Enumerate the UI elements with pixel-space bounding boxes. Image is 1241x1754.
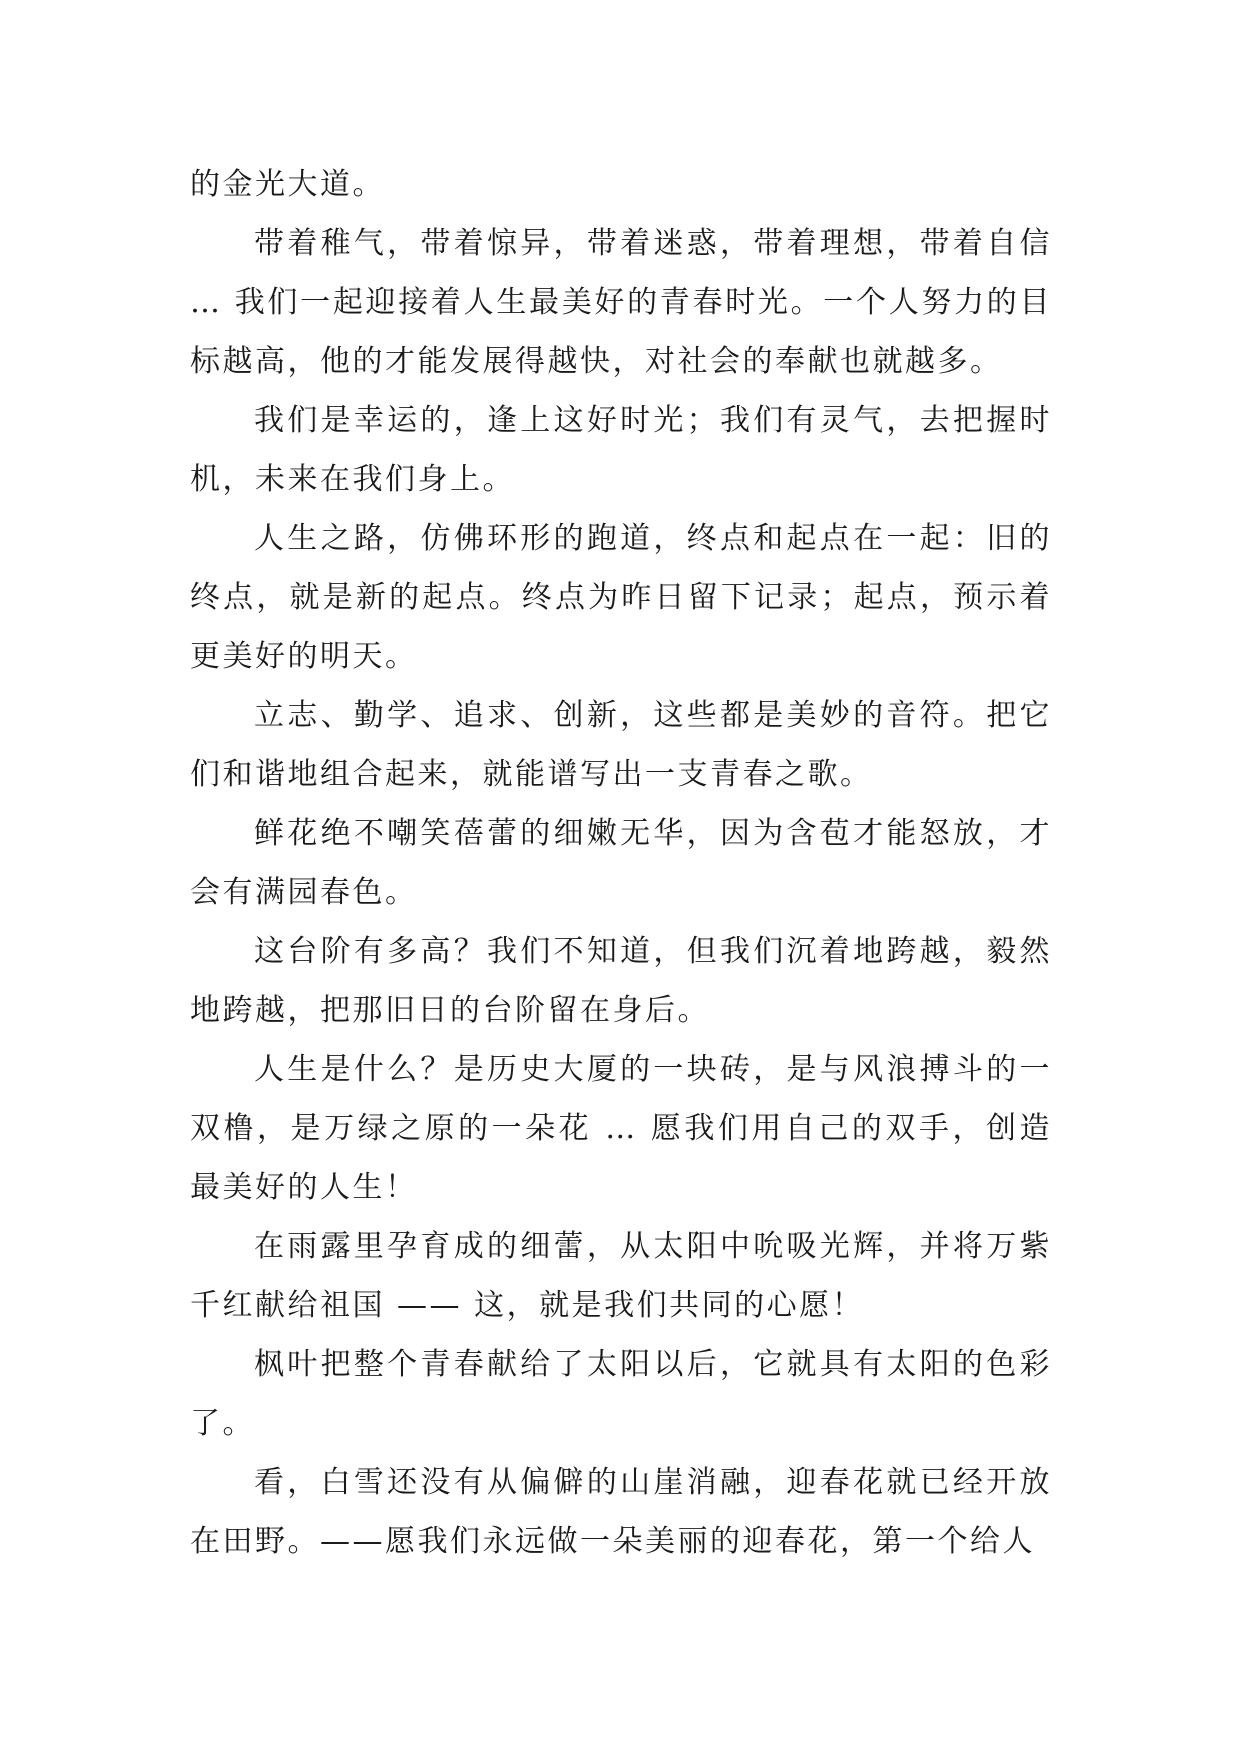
paragraph: 带着稚气，带着惊异，带着迷惑，带着理想，带着自信 … 我们一起迎接着人生最美好的青春时光。一个人努力的目标越高，他的才能发展得越快，对社会的奉献也就越多。 [190,226,1052,379]
paragraph: 的金光大道。 [190,167,385,202]
paragraph: 鲜花绝不嘲笑蓓蕾的细嫩无华，因为含苞才能怒放，才会有满园春色。 [190,816,1052,910]
document-body [190,155,1052,1571]
paragraph: 人生之路，仿佛环形的跑道，终点和起点在一起：旧的终点，就是新的起点。终点为昨日留下记录；起点，预示着更美好的明天。 [190,521,1052,674]
paragraph: 这台阶有多高？我们不知道，但我们沉着地跨越，毅然地跨越，把那旧日的台阶留在身后。 [190,934,1052,1028]
paragraph: 在雨露里孕育成的细蕾，从太阳中吮吸光辉，并将万紫千红献给祖国 —— 这，就是我们共同的心愿！ [190,1229,1052,1323]
paragraph: 枫叶把整个青春献给了太阳以后，它就具有太阳的色彩了。 [190,1347,1052,1441]
paragraph: 看，白雪还没有从偏僻的山崖消融，迎春花就已经开放在田野。——愿我们永远做一朵美丽的迎春花，第一个给人 [190,1465,1052,1559]
paragraph: 人生是什么？是历史大厦的一块砖，是与风浪搏斗的一双橹，是万绿之原的一朵花 … 愿我们用自己的双手，创造最美好的人生！ [190,1052,1052,1205]
paragraph: 立志、勤学、追求、创新，这些都是美妙的音符。把它们和谐地组合起来，就能谱写出一支青春之歌。 [190,698,1052,792]
paragraph: 我们是幸运的，逢上这好时光；我们有灵气，去把握时机，未来在我们身上。 [190,403,1052,497]
